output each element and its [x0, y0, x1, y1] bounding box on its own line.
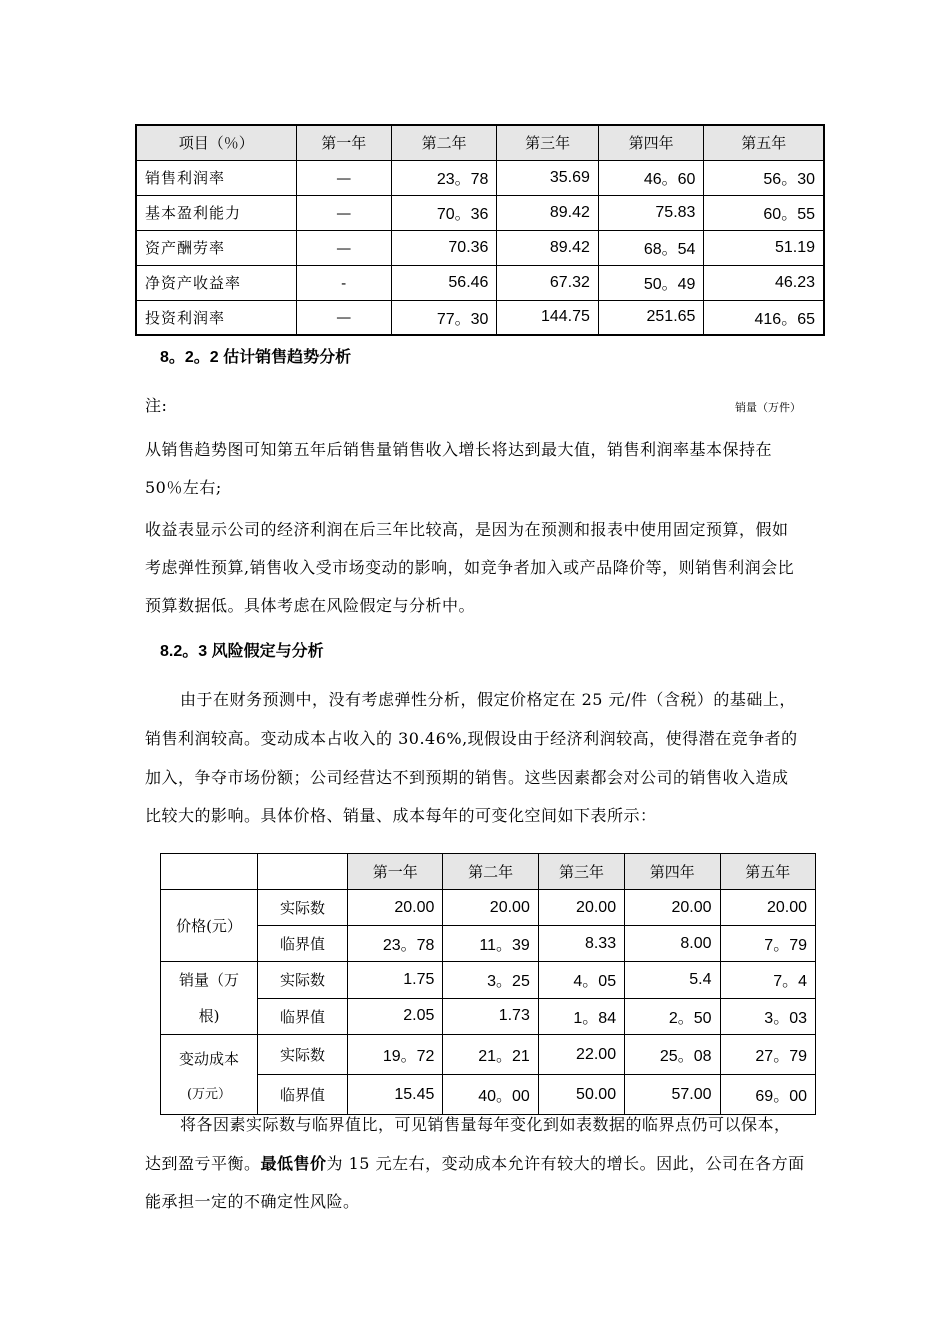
table-cell: 1。84 [538, 998, 624, 1035]
table-header-row [136, 125, 824, 160]
column-header: 第五年 [704, 125, 824, 160]
paragraph-line: 考虑弹性预算,销售收入受市场变动的影响，如竞争者加入或产品降价等，则销售利润会比 [145, 558, 795, 577]
sub-label: 临界值 [258, 998, 348, 1035]
group-label-variable-cost [161, 1035, 258, 1115]
table-row [136, 265, 824, 300]
table-cell: 3。25 [443, 962, 538, 999]
group-label-line: 根) [198, 1007, 220, 1025]
column-header: 第四年 [625, 854, 720, 890]
table-row [161, 1035, 816, 1075]
paragraph-line: 加入，争夺市场份额；公司经营达不到预期的销售。这些因素都会对公司的销售收入造成 [145, 768, 789, 787]
sub-label: 临界值 [258, 926, 348, 962]
table-row [161, 926, 816, 962]
table-cell: 2.05 [348, 998, 443, 1035]
note-label: 注: [145, 396, 168, 415]
table-cell: 77。30 [391, 300, 497, 335]
table-cell: 1.75 [348, 962, 443, 999]
column-header: 第二年 [391, 125, 497, 160]
table-cell: 3。03 [720, 998, 815, 1035]
table-cell: — [296, 160, 391, 195]
table-cell: — [296, 230, 391, 265]
sub-label: 实际数 [258, 1035, 348, 1075]
table-cell: 89.42 [497, 195, 598, 230]
table-cell: 46.23 [704, 265, 824, 300]
table-cell: 50。49 [598, 265, 704, 300]
table-cell: - [296, 265, 391, 300]
table-cell: 11。39 [443, 926, 538, 962]
group-label-price [161, 890, 258, 962]
group-label-line: 价格(元） [176, 917, 242, 935]
table-cell: 15.45 [348, 1075, 443, 1115]
table-cell: 20.00 [443, 890, 538, 926]
text-span: 达到盈亏平衡。 [145, 1154, 261, 1173]
table-cell: 8.00 [625, 926, 720, 962]
table-cell: 2。50 [625, 998, 720, 1035]
table-cell: 68。54 [598, 230, 704, 265]
sub-label: 临界值 [258, 1075, 348, 1115]
column-header: 项目（％） [136, 125, 296, 160]
group-label-line: 变动成本 [178, 1049, 239, 1068]
empty-header-cell [161, 854, 258, 890]
table-cell: 23。78 [391, 160, 497, 195]
group-label-line: 销量（万 [178, 971, 239, 989]
table-cell: 25。08 [625, 1035, 720, 1075]
table-cell: 75.83 [598, 195, 704, 230]
table-cell: 46。60 [598, 160, 704, 195]
row-label: 销售利润率 [136, 160, 296, 195]
table-header-row [161, 854, 816, 890]
paragraph-line: 50％左右; [145, 478, 222, 497]
paragraph-line: 比较大的影响。具体价格、销量、成本每年的可变化空间如下表所示： [145, 806, 657, 825]
row-label: 净资产收益率 [136, 265, 296, 300]
table-cell: 51.19 [704, 230, 824, 265]
table-cell: 67.32 [497, 265, 598, 300]
table-cell: 144.75 [497, 300, 598, 335]
column-header: 第二年 [443, 854, 538, 890]
paragraph-line: 收益表显示公司的经济利润在后三年比较高，是因为在预测和报表中使用固定预算，假如 [145, 520, 789, 539]
table-cell: 22.00 [538, 1035, 624, 1075]
table-cell: — [296, 300, 391, 335]
table-cell: 56。30 [704, 160, 824, 195]
empty-header-cell [258, 854, 348, 890]
table-cell: 19。72 [348, 1035, 443, 1075]
paragraph-line [145, 1154, 805, 1174]
section-heading-823: 8.2。3 风险假定与分析 [160, 643, 324, 660]
table-cell: 251.65 [598, 300, 704, 335]
column-header: 第一年 [348, 854, 443, 890]
table-row [136, 160, 824, 195]
table-cell: 20.00 [720, 890, 815, 926]
table-cell: 1.73 [443, 998, 538, 1035]
row-label: 投资利润率 [136, 300, 296, 335]
paragraph-line: 预算数据低。具体考虑在风险假定与分析中。 [145, 596, 476, 615]
paragraph-line: 从销售趋势图可知第五年后销售量销售收入增长将达到最大值，销售利润率基本保持在 [145, 440, 773, 459]
table-cell: 4。05 [538, 962, 624, 999]
table-cell: 89.42 [497, 230, 598, 265]
column-header: 第五年 [720, 854, 815, 890]
column-header: 第一年 [296, 125, 391, 160]
table-cell: 416。65 [704, 300, 824, 335]
table-cell: 50.00 [538, 1075, 624, 1115]
column-header: 第三年 [538, 854, 624, 890]
table-row [161, 998, 816, 1035]
row-label: 基本盈利能力 [136, 195, 296, 230]
table-cell: 56.46 [391, 265, 497, 300]
table-cell: 20.00 [625, 890, 720, 926]
group-label-line: (万元） [186, 1086, 232, 1102]
column-header: 第四年 [598, 125, 704, 160]
paragraph-line: 销售利润较高。变动成本占收入的 30.46%,现假设由于经济利润较高，使得潜在竞争者的 [145, 729, 798, 748]
table-cell: 23。78 [348, 926, 443, 962]
table-row [136, 195, 824, 230]
table-cell: 21。21 [443, 1035, 538, 1075]
bold-phrase: 最低售价 [260, 1154, 327, 1173]
sub-label: 实际数 [258, 890, 348, 926]
profitability-table [135, 124, 825, 336]
sub-label: 实际数 [258, 962, 348, 999]
text-span: 为 15 元左右，变动成本允许有较大的增长。因此，公司在各方面 [326, 1154, 805, 1173]
table-cell: 69。00 [720, 1075, 815, 1115]
table-cell: 40。00 [443, 1075, 538, 1115]
table-cell: 27。79 [720, 1035, 815, 1075]
table-row [136, 230, 824, 265]
table-cell: 20.00 [348, 890, 443, 926]
group-label-volume [161, 962, 258, 1035]
table-cell: 5.4 [625, 962, 720, 999]
table-cell: 57.00 [625, 1075, 720, 1115]
paragraph-line: 将各因素实际数与临界值比，可见销售量每年变化到如表数据的临界点仍可以保本， [180, 1115, 791, 1134]
table-row [161, 890, 816, 926]
table-cell: 20.00 [538, 890, 624, 926]
paragraph-line: 能承担一定的不确定性风险。 [145, 1192, 360, 1211]
sensitivity-table [160, 853, 816, 1115]
table-row [161, 962, 816, 999]
paragraph-line: 由于在财务预测中，没有考虑弹性分析，假定价格定在 25 元/件（含税）的基础上， [180, 690, 796, 709]
table-cell: 35.69 [497, 160, 598, 195]
table-cell: 7。4 [720, 962, 815, 999]
table-cell: 7。79 [720, 926, 815, 962]
table-cell: 70。36 [391, 195, 497, 230]
table-row [136, 300, 824, 335]
chart-axis-note: 销量（万件） [735, 401, 801, 414]
table-cell: 70.36 [391, 230, 497, 265]
column-header: 第三年 [497, 125, 598, 160]
table-cell: — [296, 195, 391, 230]
row-label: 资产酬劳率 [136, 230, 296, 265]
section-heading-822: 8。2。2 估计销售趋势分析 [160, 349, 352, 366]
table-row [161, 1075, 816, 1115]
table-cell: 8.33 [538, 926, 624, 962]
table-cell: 60。55 [704, 195, 824, 230]
